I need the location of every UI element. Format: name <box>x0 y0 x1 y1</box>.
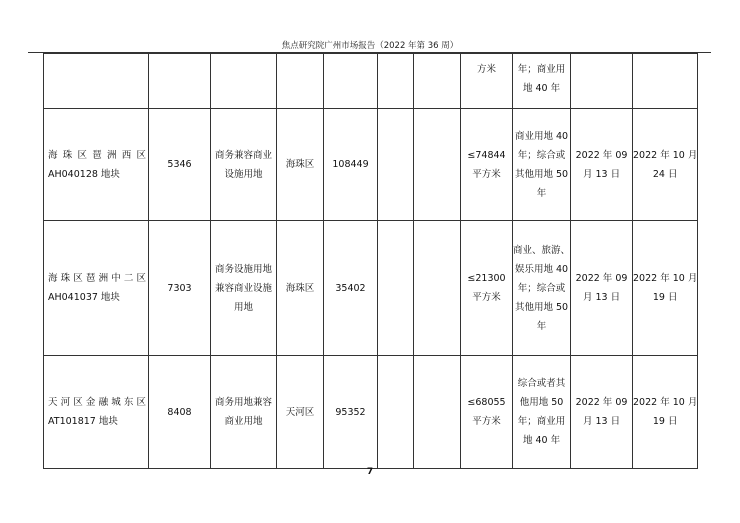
cell-empty <box>44 54 149 109</box>
cell-line: 其他用地 50 <box>514 168 569 180</box>
cell-empty <box>378 54 414 109</box>
cell-line: 其他用地 50 <box>514 301 569 313</box>
cell-empty <box>378 221 414 356</box>
cell-line: 月 13 日 <box>582 168 621 180</box>
cell-line: 年；综合或 <box>517 149 566 161</box>
cell-end-date <box>633 109 698 221</box>
cell-parcel-name <box>44 356 149 469</box>
cell-land-area: 108449 <box>324 109 378 221</box>
cell-district: 海珠区 <box>277 109 324 221</box>
cell-line: 商务兼容商业 <box>214 149 272 161</box>
cell-line: 方米 <box>476 64 496 75</box>
cell-empty <box>414 54 461 109</box>
cell-line: AH040128 地块 <box>48 168 120 180</box>
table-row <box>44 356 698 469</box>
cell-building-area <box>461 54 513 109</box>
cell-empty <box>324 54 378 109</box>
cell-end-date <box>633 221 698 356</box>
cell-line: 2022 年 10 月 <box>633 397 698 408</box>
cell-empty <box>378 356 414 469</box>
cell-empty <box>571 54 633 109</box>
cell-line: 2022 年 10 月 <box>633 273 698 284</box>
cell-start-date <box>571 109 633 221</box>
cell-line: 平方米 <box>472 292 501 303</box>
cell-parcel-no: 5346 <box>149 109 211 221</box>
cell-district: 天河区 <box>277 356 324 469</box>
cell-line: 地 40 年 <box>522 435 561 446</box>
cell-line: 年 <box>536 187 547 199</box>
cell-empty <box>633 54 698 109</box>
cell-district: 海珠区 <box>277 221 324 356</box>
cell-line: 年 <box>536 320 547 332</box>
cell-line: 商业、旅游、 <box>513 244 571 256</box>
cell-line: 24 日 <box>652 168 678 180</box>
cell-line: 地 40 年 <box>522 83 561 94</box>
cell-empty <box>378 109 414 221</box>
cell-line: 海 珠 区 琶 洲 西 区 <box>48 149 146 161</box>
cell-building-area <box>461 356 513 469</box>
cell-empty <box>414 221 461 356</box>
cell-line: 商务用地兼容 <box>214 397 272 408</box>
cell-land-area: 95352 <box>324 356 378 469</box>
cell-land-area: 35402 <box>324 221 378 356</box>
cell-line: ≤74844 <box>467 149 506 161</box>
cell-line: ≤21300 <box>467 273 506 284</box>
cell-line: 2022 年 09 <box>575 397 628 408</box>
report-header-title: 焦点研究院广州市场报告（2022 年第 36 周） <box>281 41 459 51</box>
cell-use-term <box>513 109 571 221</box>
cell-end-date <box>633 356 698 469</box>
cell-line: 平方米 <box>472 168 501 180</box>
cell-line: 年；综合或 <box>517 282 566 294</box>
cell-line: AT101817 地块 <box>48 416 118 427</box>
cell-parcel-name <box>44 109 149 221</box>
table-row <box>44 109 698 221</box>
table-row-continuation <box>44 54 698 109</box>
cell-line: 商业用地 40 <box>514 130 569 142</box>
cell-line: 月 13 日 <box>582 416 621 427</box>
cell-line: 19 日 <box>652 416 678 427</box>
cell-use-term <box>513 54 571 109</box>
cell-line: 天河区金融城东区 <box>48 397 146 408</box>
cell-line: 商务设施用地 <box>214 263 272 275</box>
cell-building-area <box>461 109 513 221</box>
cell-use-term <box>513 221 571 356</box>
cell-line: 海珠区琶洲中二区 <box>48 273 146 284</box>
cell-use-term <box>513 356 571 469</box>
cell-line: 设施用地 <box>224 168 263 180</box>
cell-line: 娱乐用地 40 <box>514 263 569 275</box>
cell-land-use <box>211 109 277 221</box>
cell-line: 月 13 日 <box>582 292 621 303</box>
cell-empty <box>277 54 324 109</box>
cell-line: 平方米 <box>472 416 501 427</box>
cell-parcel-no: 7303 <box>149 221 211 356</box>
cell-line: 2022 年 09 <box>575 149 628 161</box>
cell-line: 2022 年 09 <box>575 273 628 284</box>
cell-line: ≤68055 <box>467 397 506 408</box>
cell-land-use <box>211 356 277 469</box>
cell-line: AH041037 地块 <box>48 292 120 303</box>
cell-empty <box>211 54 277 109</box>
page-number: 7 <box>366 467 374 477</box>
cell-line: 2022 年 10 月 <box>633 149 698 161</box>
cell-empty <box>414 356 461 469</box>
cell-parcel-name <box>44 221 149 356</box>
cell-line: 年；商业用 <box>517 64 566 75</box>
land-transaction-table <box>43 53 698 469</box>
cell-line: 兼容商业设施 <box>214 282 272 294</box>
cell-line: 他用地 50 <box>519 397 564 408</box>
cell-line: 年；商业用 <box>517 416 566 427</box>
cell-start-date <box>571 221 633 356</box>
cell-line: 19 日 <box>652 292 678 303</box>
cell-empty <box>149 54 211 109</box>
cell-empty <box>414 109 461 221</box>
cell-building-area <box>461 221 513 356</box>
cell-line: 综合或者其 <box>517 378 566 389</box>
cell-line: 商业用地 <box>224 416 263 427</box>
cell-land-use <box>211 221 277 356</box>
cell-start-date <box>571 356 633 469</box>
cell-parcel-no: 8408 <box>149 356 211 469</box>
table-row <box>44 221 698 356</box>
cell-line: 用地 <box>233 301 253 313</box>
